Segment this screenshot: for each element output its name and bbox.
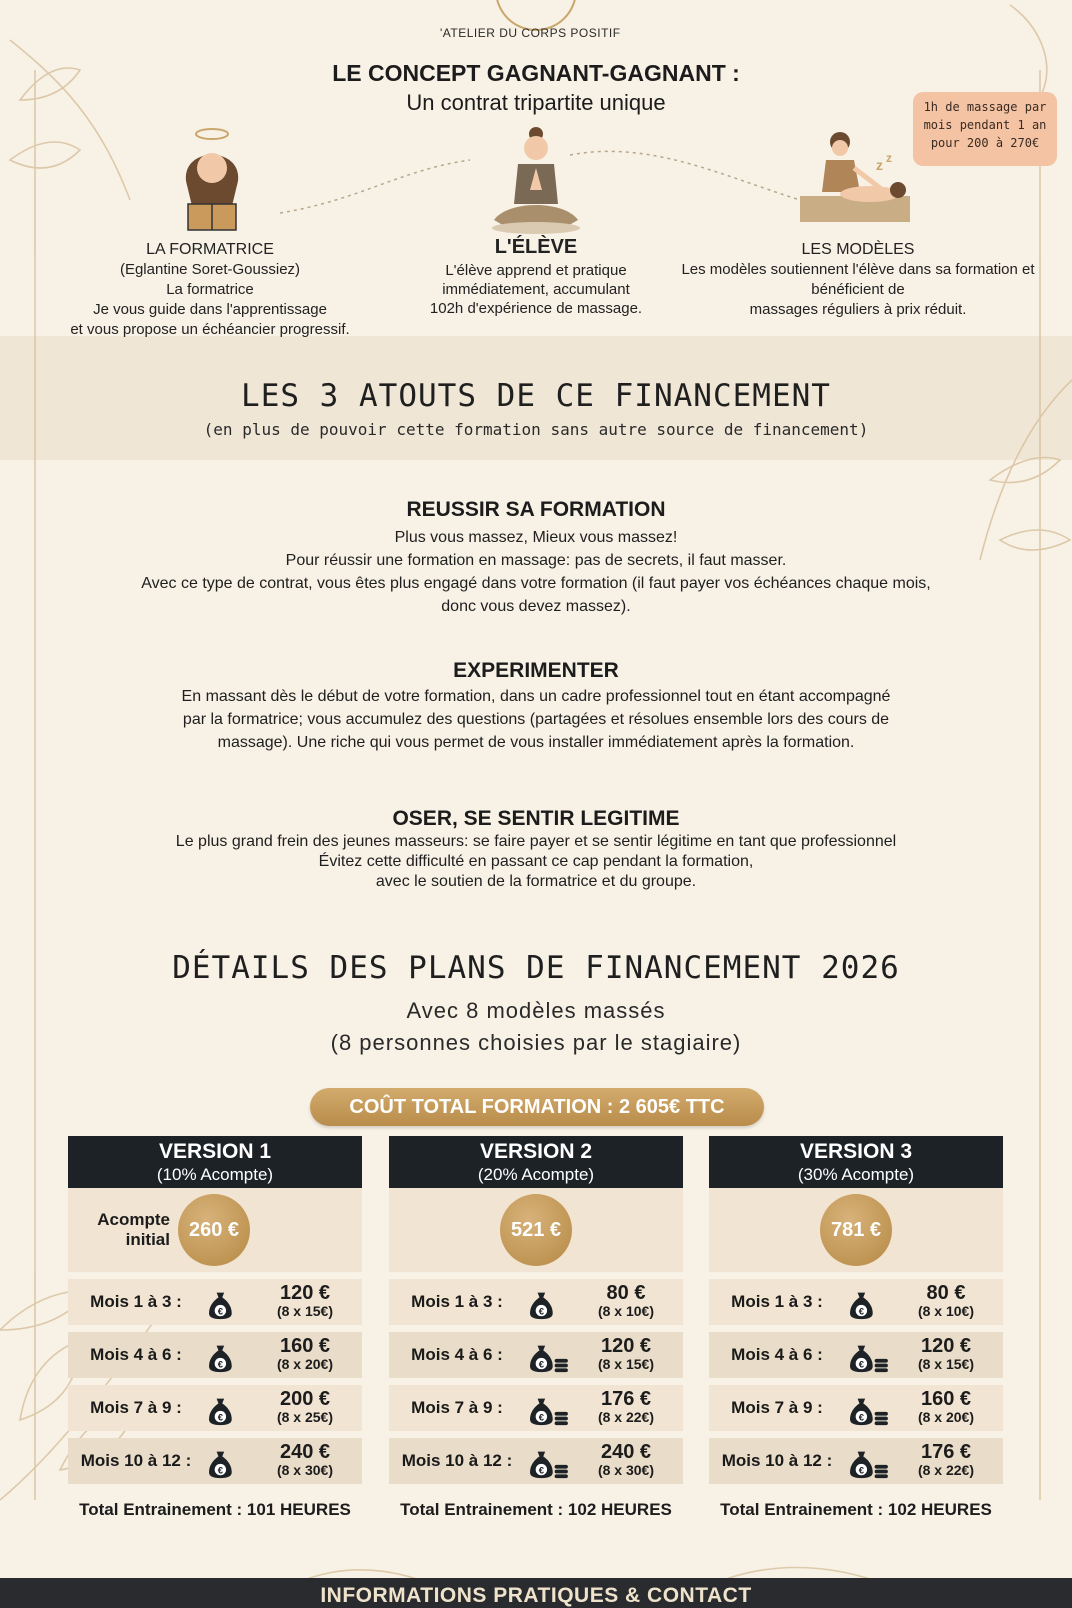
payment-amount: 120 € [279,1282,331,1304]
payment-amount: 160 € [920,1388,972,1410]
svg-text:z: z [876,157,883,173]
section-line: Le plus grand frein des jeunes masseurs: se faire payer et se sentir légitime en tant que professionnel [175,833,897,850]
payment-row [389,1438,683,1484]
role-eleve-line: L'élève apprend et pratique [445,262,627,279]
plans-subtitle-1: Avec 8 modèles massés [406,998,666,1023]
money-bag-coins-icon [523,1338,573,1374]
acompte-amount: 521 € [500,1194,572,1266]
money-bag-icon [202,1338,252,1374]
svg-text:€: € [538,1412,545,1424]
payment-detail: (8 x 22€) [597,1409,655,1425]
payment-months: Mois 1 à 3 : [411,1292,503,1311]
section-body [100,526,972,618]
section-line: massage). Une riche qui vous permet de vous installer immédiatement après la formation. [217,734,855,751]
money-bag-coins-icon [523,1444,573,1480]
payment-row [389,1332,683,1378]
concept-title: LE CONCEPT GAGNANT-GAGNANT : [332,60,740,86]
payment-row [709,1279,1003,1325]
section-body [100,832,972,892]
section-title: REUSSIR SA FORMATION [406,498,666,521]
money-bag-coins-icon [523,1391,573,1427]
money-bag-icon [202,1444,252,1480]
concept-subtitle: Un contrat tripartite unique [406,90,666,115]
svg-text:€: € [217,1306,224,1318]
role-formatrice-line: La formatrice [166,281,254,298]
svg-text:€: € [858,1465,865,1477]
section-line: par la formatrice; vous accumulez des questions (partagées et résolues ensemble lors des cours de [182,711,890,728]
acompte-row [68,1188,362,1272]
version-acompte-pct: (20% Acompte) [477,1165,595,1184]
plans-title: DÉTAILS DES PLANS DE FINANCEMENT 2026 [172,950,900,986]
svg-text:€: € [538,1359,545,1371]
role-modeles-line: bénéficient de [811,281,905,298]
payment-months: Mois 10 à 12 : [401,1451,513,1470]
svg-text:€: € [858,1412,865,1424]
role-modeles [644,240,1072,320]
payment-row [68,1385,362,1431]
atouts-title: LES 3 ATOUTS DE CE FINANCEMENT [241,378,831,414]
payment-row [709,1332,1003,1378]
payment-months: Mois 4 à 6 : [90,1345,182,1364]
payment-detail: (8 x 10€) [917,1303,975,1319]
payment-detail: (8 x 30€) [597,1462,655,1478]
money-bag-icon [202,1391,252,1427]
svg-text:€: € [217,1359,224,1371]
acompte-row [389,1188,683,1272]
payment-months: Mois 7 à 9 : [731,1398,823,1417]
role-eleve-line: immédiatement, accumulant [442,281,630,298]
plan-version-1 [68,1136,362,1520]
role-formatrice-line: Je vous guide dans l'apprentissage [93,301,327,318]
version-header [68,1136,362,1188]
acompte-amount: 260 € [178,1194,250,1266]
section-title: OSER, SE SENTIR LEGITIME [392,807,680,830]
payment-detail: (8 x 10€) [597,1303,655,1319]
version-rows [68,1279,362,1484]
section-line: Pour réussir une formation en massage: pas de secrets, il faut masser. [285,552,787,569]
payment-months: Mois 4 à 6 : [411,1345,503,1364]
money-bag-coins-icon [843,1391,893,1427]
plan-version-2 [389,1136,683,1520]
role-modeles-line: massages réguliers à prix réduit. [749,301,967,318]
role-formatrice-title: LA FORMATRICE [146,241,274,258]
payment-detail: (8 x 25€) [276,1409,334,1425]
payment-amount: 160 € [279,1335,331,1357]
plans-subtitle-2: (8 personnes choisies par le stagiaire) [330,1030,742,1055]
payment-amount: 176 € [600,1388,652,1410]
atouts-subtitle: (en plus de pouvoir cette formation sans autre source de financement) [203,420,869,439]
payment-row [389,1279,683,1325]
svg-text:€: € [217,1465,224,1477]
payment-detail: (8 x 15€) [276,1303,334,1319]
payment-months: Mois 10 à 12 : [80,1451,192,1470]
section-line: Évitez cette difficulté en passant ce cap pendant la formation, [318,853,754,870]
payment-months: Mois 4 à 6 : [731,1345,823,1364]
payment-months: Mois 7 à 9 : [411,1398,503,1417]
role-formatrice-line: et vous propose un échéancier progressif. [70,321,350,338]
version-total: Total Entrainement : 101 HEURES [79,1500,351,1519]
section-body [100,685,972,754]
acompte-label-line: Acompte [97,1210,170,1229]
version-total: Total Entrainement : 102 HEURES [720,1500,992,1519]
role-modeles-line: Les modèles soutiennent l'élève dans sa formation et [681,261,1035,278]
payment-amount: 240 € [600,1441,652,1463]
role-formatrice [40,240,380,340]
money-bag-icon [843,1285,893,1321]
version-name: VERSION 2 [479,1140,593,1163]
role-formatrice-line: (Eglantine Soret-Goussiez) [119,261,301,278]
plan-version-3 [709,1136,1003,1520]
payment-detail: (8 x 15€) [597,1356,655,1372]
payment-amount: 240 € [279,1441,331,1463]
payment-months: Mois 7 à 9 : [90,1398,182,1417]
payment-months: Mois 10 à 12 : [721,1451,833,1470]
section-line: avec le soutien de la formatrice et du groupe. [375,873,697,890]
payment-amount: 120 € [600,1335,652,1357]
svg-text:z: z [886,151,892,165]
payment-amount: 200 € [279,1388,331,1410]
version-header [389,1136,683,1188]
money-bag-icon [523,1285,573,1321]
money-bag-coins-icon [843,1444,893,1480]
massage-price-note: 1h de massage par mois pendant 1 an pour 200 à 270€ [913,92,1057,166]
section-title: EXPERIMENTER [453,659,619,682]
svg-text:€: € [858,1306,865,1318]
section-line: Plus vous massez, Mieux vous massez! [394,529,678,546]
acompte-row [709,1188,1003,1272]
version-acompte-pct: (30% Acompte) [797,1165,915,1184]
svg-text:€: € [858,1359,865,1371]
payment-row [68,1279,362,1325]
payment-row [389,1385,683,1431]
teacher-reading-icon [172,126,252,236]
payment-detail: (8 x 22€) [917,1462,975,1478]
money-bag-icon [202,1285,252,1321]
payment-detail: (8 x 15€) [917,1356,975,1372]
payment-amount: 176 € [920,1441,972,1463]
role-eleve-line: 102h d'expérience de massage. [429,300,643,317]
role-modeles-title: LES MODÈLES [801,241,915,258]
payment-row [709,1438,1003,1484]
payment-amount: 120 € [920,1335,972,1357]
svg-text:€: € [538,1465,545,1477]
footer-title: INFORMATIONS PRATIQUES & CONTACT [320,1584,752,1607]
role-eleve [396,238,676,318]
version-total: Total Entrainement : 102 HEURES [400,1500,672,1519]
role-eleve-title: L'ÉLÈVE [494,236,578,258]
version-acompte-pct: (10% Acompte) [156,1165,274,1184]
payment-detail: (8 x 20€) [276,1356,334,1372]
payment-row [68,1332,362,1378]
payment-amount: 80 € [926,1282,966,1304]
version-header [709,1136,1003,1188]
payment-detail: (8 x 20€) [917,1409,975,1425]
svg-text:€: € [217,1412,224,1424]
payment-row [709,1385,1003,1431]
money-bag-coins-icon [843,1338,893,1374]
payment-amount: 80 € [606,1282,646,1304]
section-line: En massant dès le début de votre formation, dans un cadre professionnel tout en étant accompagné [181,688,891,705]
version-rows [389,1279,683,1484]
payment-months: Mois 1 à 3 : [731,1292,823,1311]
acompte-label [88,1210,170,1250]
payment-detail: (8 x 30€) [276,1462,334,1478]
payment-row [68,1438,362,1484]
section-line: donc vous devez massez). [441,598,631,615]
section-line: Avec ce type de contrat, vous êtes plus engagé dans votre formation (il faut payer vos échéances chaque mois, [141,575,931,592]
payment-months: Mois 1 à 3 : [90,1292,182,1311]
svg-text:€: € [538,1306,545,1318]
version-name: VERSION 3 [799,1140,913,1163]
version-name: VERSION 1 [158,1140,272,1163]
meditating-student-icon [488,124,584,236]
acompte-amount: 781 € [820,1194,892,1266]
brand-name: 'ATELIER DU CORPS POSITIF [440,26,621,40]
massage-session-icon [800,126,910,230]
total-cost-pill: COÛT TOTAL FORMATION : 2 605€ TTC [310,1088,764,1126]
version-rows [709,1279,1003,1484]
acompte-label-line: initial [125,1230,170,1249]
